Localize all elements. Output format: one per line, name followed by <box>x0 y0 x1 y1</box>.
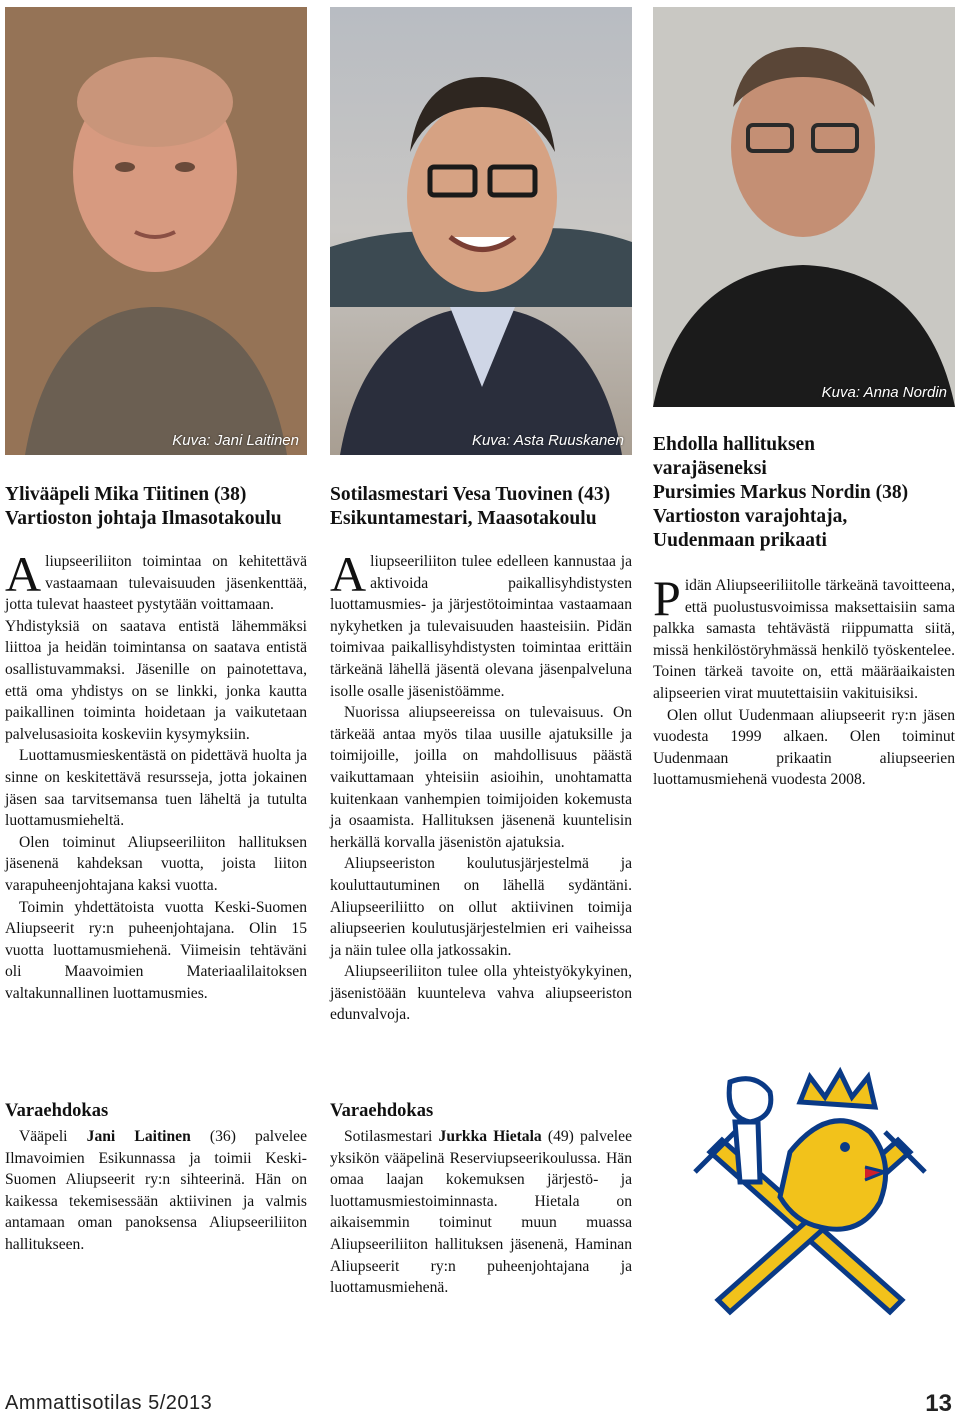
deputy-text: Vääpeli Jani Laitinen (36) palvelee Ilmavoimien Esikunnassa ja toimii Keski-Suomen Aliupseerit ry:n sihteerinä. Hän on kaikessa tekemisessään aktiivinen ja valmis antamaan oman panoksensa Aliupseeriliiton hallitukseen. <box>5 1128 307 1253</box>
photo-credit: Kuva: Jani Laitinen <box>172 432 299 449</box>
paragraph: Yhdistyksiä on saatava entistä lähemmäksi liittoa ja heidän toimintansa on saatava entistä osallistuvammaksi. Jäsenille on painotettava, että oma yhdistys on se linkki, jonka kautta paikallinen toiminta hoidetaan ja vaikutetaan palvelusasioita koskeviin kysymyksiin. <box>5 617 307 743</box>
portrait-photo-nordin <box>653 7 955 407</box>
magazine-issue: Ammattisotilas 5/2013 <box>5 1392 213 1414</box>
heading-line: Ylivääpeli Mika Tiitinen (38) <box>5 484 247 505</box>
candidate-column-tiitinen <box>5 483 307 1004</box>
paragraph: Nuorissa aliupseereissa on tulevaisuus. On tärkeää antaa myös tilaa uusille ajatuksille ja toimijoille, joilla on mahdollisuus päästä vaikuttamaan yhteisiin asioihin, unohtamatta kuitenkaan vanhempien toimijoiden kokemusta ja osaamista. Hallituksen jäsenenä kuuntelisin herkällä korvalla jäsenistön ajatuksia. <box>330 704 632 851</box>
paragraph: Pidän Aliupseeriliitolle tärkeänä tavoitteena, että puolustusvoimissa maksettaisiin sama palkka samasta tehtävästä riippumatta siitä, missä henkilöstöryhmässä henkilö työskentelee. Toinen tärkeä tavoite on, että määräaikaisten alipseerien virat muutettaisiin vakituisiksi. <box>653 570 955 702</box>
paragraph: Toimin yhdettätoista vuotta Keski-Suomen Aliupseerit ry:n puheenjohtajana. Olin 15 vuotta luottamusmiehenä. Viimeisin tehtäväni oli Maavoimien Materiaalilaitoksen valtakunnallinen luottamusmies. <box>5 898 307 1002</box>
heading-line: Uudenmaan prikaati <box>653 530 827 551</box>
paragraph: Luottamusmieskentästä on pidettävä huolta ja sinne on keskitettävä resursseja, jotta jokainen jäsen saa tarvitsemansa tuen läheltä ja tutulta luottamusmieheltä. <box>5 747 307 830</box>
drop-cap: A <box>330 546 367 602</box>
deputy-title: Varaehdokas <box>5 1101 109 1121</box>
deputy-text: Sotilasmestari Jurkka Hietala (49) palvelee yksikön vääpelinä Reserviupseerikoulussa. Hän omaa laajan kokemuksen järjestö- ja luottamusmiestoiminnasta. Hietala on aikaisemmin toiminut muun muassa Aliupseeriliiton hallituksen jäsenenä, Haminan Aliupseerit ry:n puheenjohtajana ja luottamusmiehenä. <box>330 1128 632 1297</box>
article-body <box>330 546 632 1026</box>
photo-credit: Kuva: Anna Nordin <box>821 384 947 401</box>
deputy-section-laitinen <box>5 1100 307 1256</box>
page-number: 13 <box>925 1390 952 1417</box>
candidate-column-nordin <box>653 433 955 791</box>
paragraph: Aliupseeriliiton tulee olla yhteistyökykyinen, jäsenistöään kuunteleva vahva aliupseeriston edunvalvoja. <box>330 963 632 1024</box>
heading-line: Vartioston johtaja Ilmasotakoulu <box>5 508 282 529</box>
paragraph: Aliupseeriston koulutusjärjestelmä ja kouluttautuminen on lähellä sydäntäni. Aliupseeriliitto on ollut aktiivinen toimija aliupseerien koulutusjärjestelmien eri vaiheissa ja näin tulee olla jatkossakin. <box>330 855 632 959</box>
drop-cap: A <box>5 546 42 602</box>
candidate-heading <box>5 483 307 531</box>
paragraph: Aliupseeriliiton tulee edelleen kannustaa ja aktivoida paikallisyhdistysten luottamusmies- ja järjestötoimintaa vastaamaan nykyhetken ja tulevaisuuden haasteisiin. Pidän toimivaa paikallisyhdistysten toimintaa erittäin tärkeänä lähellä jäsentä olevana jäsenpalveluna isolle osalle jäsenistöämme. <box>330 546 632 700</box>
heading-line: Sotilasmestari Vesa Tuovinen (43) <box>330 484 611 505</box>
candidate-heading <box>653 433 955 553</box>
aliupseeriliitto-emblem <box>680 1062 940 1342</box>
candidate-column-tuovinen <box>330 483 632 1026</box>
deputy-name: Jurkka Hietala <box>438 1128 542 1145</box>
paragraph: Aliupseeriliiton toimintaa on kehitettävä vastaamaan tulevaisuuden jäsenkenttää, jotta tulevat haasteet pystytään voittamaan. <box>5 546 307 614</box>
deputy-section-hietala <box>330 1100 632 1299</box>
portrait-photo-tiitinen <box>5 7 307 455</box>
heading-line: Vartioston varajohtaja, <box>653 506 848 527</box>
photo-credit: Kuva: Asta Ruuskanen <box>471 432 624 449</box>
paragraph: Olen ollut Uudenmaan aliupseerit ry:n jäsen vuodesta 1999 alkaen. Olen toiminut Uudenmaan prikaatin aliupseerien luottamusmiehenä vuodesta 2008. <box>653 706 955 789</box>
deputy-title: Varaehdokas <box>330 1101 434 1121</box>
article-body <box>5 546 307 1004</box>
deputy-name: Jani Laitinen <box>86 1128 191 1145</box>
article-body <box>653 570 955 791</box>
heading-line: Esikuntamestari, Maasotakoulu <box>330 508 597 529</box>
heading-line: varajäseneksi <box>653 458 767 479</box>
heading-line: Pursimies Markus Nordin (38) <box>653 482 909 503</box>
heading-line: Ehdolla hallituksen <box>653 434 816 455</box>
drop-cap: P <box>653 570 681 626</box>
paragraph: Olen toiminut Aliupseeriliiton hallituksen jäsenenä kahdeksan vuotta, joista liiton varapuheenjohtajana kaksi vuotta. <box>5 833 307 894</box>
portrait-photo-tuovinen <box>330 7 632 455</box>
candidate-heading <box>330 483 632 531</box>
